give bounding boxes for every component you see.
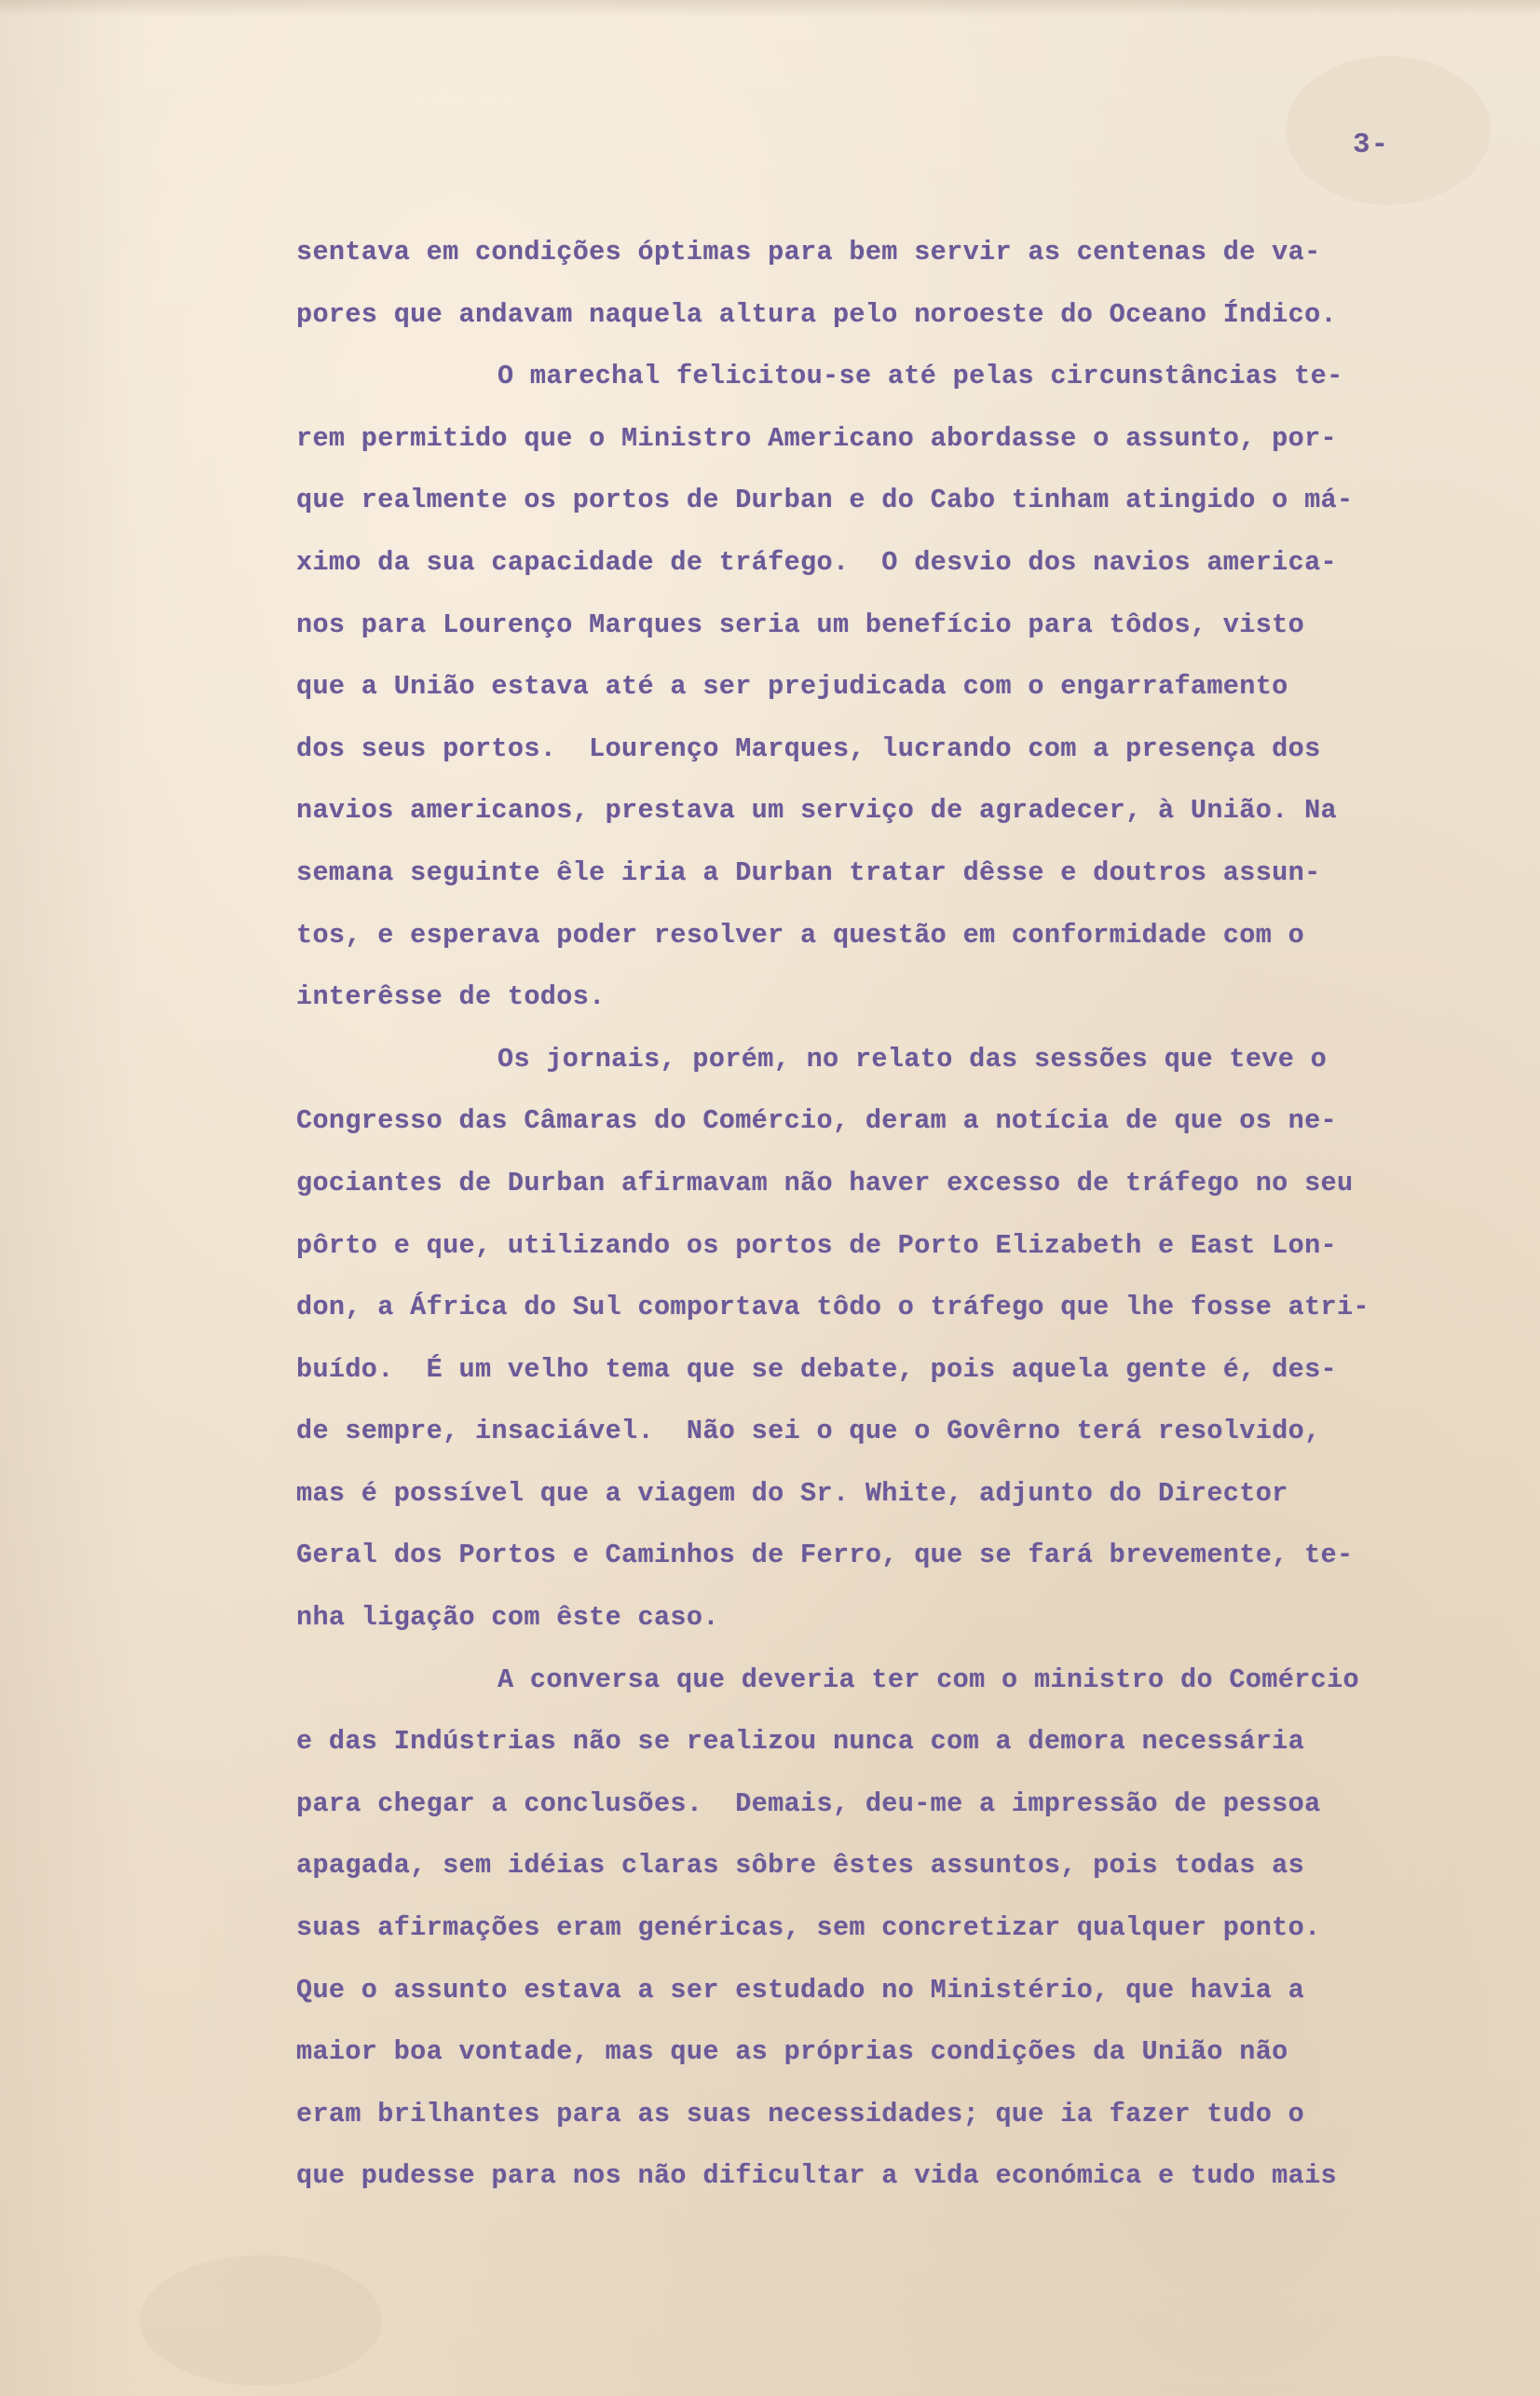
text-line: nos para Lourenço Marques seria um benefício para tôdos, visto [296, 609, 1305, 640]
text-line: apagada, sem idéias claras sôbre êstes assuntos, pois todas as [296, 1850, 1305, 1882]
text-line: dos seus portos. Lourenço Marques, lucrando com a presença dos [296, 732, 1321, 764]
text-line: Geral dos Portos e Caminhos de Ferro, que se fará brevemente, te- [296, 1540, 1354, 1571]
text-line: de sempre, insaciável. Não sei o que o Govêrno terá resolvido, [296, 1416, 1321, 1447]
text-line: A conversa que deveria ter com o ministro do Comércio [497, 1664, 1359, 1695]
typed-body-text [296, 222, 1493, 2208]
text-line: que a União estava até a ser prejudicada com o engarrafamento [296, 671, 1288, 703]
paper-top-edge-shade [0, 0, 1540, 17]
text-line: que pudesse para nos não dificultar a vida económica e tudo mais [296, 2160, 1337, 2192]
text-line: pôrto e que, utilizando os portos de Porto Elizabeth e East Lon- [296, 1229, 1337, 1261]
text-line: buído. É um velho tema que se debate, pois aquela gente é, des- [296, 1353, 1337, 1385]
page-number: 3- [1353, 129, 1390, 161]
text-line: para chegar a conclusões. Demais, deu-me a impressão de pessoa [296, 1787, 1321, 1819]
text-line: interêsse de todos. [296, 981, 606, 1013]
text-line: sentava em condições óptimas para bem servir as centenas de va- [296, 237, 1321, 267]
text-line: eram brilhantes para as suas necessidades; que ia fazer tudo o [296, 2098, 1305, 2129]
text-line: e das Indústrias não se realizou nunca com a demora necessária [296, 1726, 1305, 1758]
text-line: maior boa vontade, mas que as próprias condições da União não [296, 2036, 1288, 2068]
text-line: Os jornais, porém, no relato das sessões que teve o [497, 1043, 1328, 1075]
text-line: gociantes de Durban afirmavam não haver excesso de tráfego no seu [296, 1167, 1354, 1198]
text-line: suas afirmações eram genéricas, sem concretizar qualquer ponto. [296, 1912, 1321, 1944]
text-line: tos, e esperava poder resolver a questão em conformidade com o [296, 919, 1305, 951]
text-line: ximo da sua capacidade de tráfego. O desvio dos navios america- [296, 546, 1337, 578]
text-line: nha ligação com êste caso. [296, 1602, 719, 1634]
text-line: que realmente os portos de Durban e do Cabo tinham atingido o má- [296, 485, 1354, 516]
text-line: Que o assunto estava a ser estudado no Ministério, que havia a [296, 1974, 1305, 2006]
text-line: rem permitido que o Ministro Americano abordasse o assunto, por- [296, 422, 1337, 454]
text-line: O marechal felicitou-se até pelas circunstâncias te- [497, 361, 1343, 392]
text-line: mas é possível que a viagem do Sr. White, adjunto do Director [296, 1477, 1288, 1509]
text-line: pores que andavam naquela altura pelo noroeste do Oceano Índico. [296, 298, 1337, 330]
text-line: Congresso das Câmaras do Comércio, deram a notícia de que os ne- [296, 1105, 1337, 1137]
text-line: semana seguinte êle iria a Durban tratar dêsse e doutros assun- [296, 856, 1321, 888]
text-line: don, a África do Sul comportava tôdo o tráfego que lhe fosse atri- [296, 1292, 1370, 1323]
text-line: navios americanos, prestava um serviço de agradecer, à União. Na [296, 795, 1337, 827]
paper-stain [140, 2255, 382, 2386]
paper-left-margin-shade [0, 0, 140, 2396]
